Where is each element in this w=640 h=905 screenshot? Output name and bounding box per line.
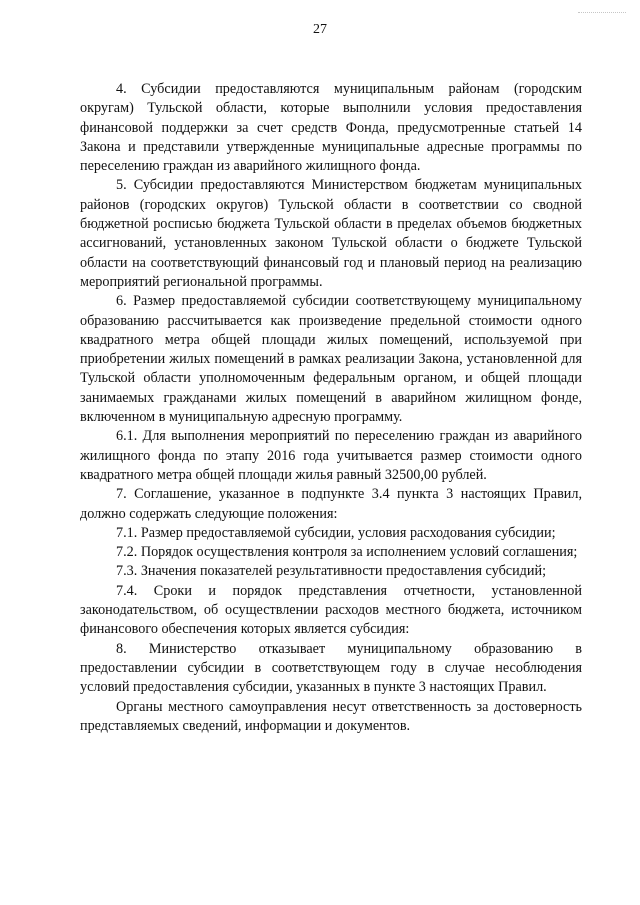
scan-artifact bbox=[578, 12, 626, 21]
paragraph-responsibility: Органы местного самоуправления несут ответственность за достоверность представляемых сведений, информации и документов. bbox=[80, 698, 582, 734]
paragraph-7-2: 7.2. Порядок осуществления контроля за исполнением условий соглашения; bbox=[116, 544, 578, 561]
paragraph-6: 6. Размер предоставляемой субсидии соответствующему муниципальному образованию рассчитывается как произведение предельной стоимости одного квадратного метра общей площади жилых помещений, используемой при приобретении жилых помещений в рамках реализации Закона, установленной для Тульской области уполномоченным федеральным органом, и общей площади занимаемых гражданами жилых помещений в аварийном жилищном фонде, включенном в муниципальную адресную программу. bbox=[80, 293, 582, 426]
paragraph-7-3: 7.3. Значения показателей результативности предоставления субсидий; bbox=[116, 563, 547, 580]
document-body bbox=[80, 80, 582, 736]
page-number: 27 bbox=[313, 22, 327, 37]
paragraph-7-4: 7.4. Сроки и порядок представления отчетности, установленной законодательством, об осуществлении расходов местного бюджета, источником финансового обеспечения которых является субсидия: bbox=[80, 582, 582, 638]
paragraph-5: 5. Субсидии предоставляются Министерством бюджетам муниципальных районов (городских округов) Тульской области в соответствии со сводной бюджетной росписью бюджета Тульской области в пределах объемов бюджетных ассигнований, установленных законом Тульской области о бюджете Тульской области на соответствующий финансовый год и плановый период на реализацию мероприятий региональной программы. bbox=[80, 177, 582, 290]
paragraph-6-1: 6.1. Для выполнения мероприятий по переселению граждан из аварийного жилищного фонда по этапу 2016 года учитывается размер стоимости одного квадратного метра общей площади жилья равный 32500,00 рублей. bbox=[80, 428, 582, 483]
paragraph-7-1: 7.1. Размер предоставляемой субсидии, условия расходования субсидии; bbox=[116, 524, 556, 541]
paragraph-4: 4. Субсидии предоставляются муниципальным районам (городским округам) Тульской области, которые выполнили условия предоставления финансовой поддержки за счет средств Фонда, предусмотренные статьей 14 Закона и представили утвержденные муниципальные адресные программы по переселению граждан из аварийного жилищного фонда. bbox=[80, 81, 582, 175]
paragraph-8: 8. Министерство отказывает муниципальному образованию в предоставлении субсидии в соответствующем году в случае несоблюдения условий предоставления субсидии, указанных в пункте 3 настоящих Правил. bbox=[80, 640, 582, 696]
paragraph-7: 7. Соглашение, указанное в подпункте 3.4 пункта 3 настоящих Правил, должно содержать следующие положения: bbox=[80, 486, 582, 522]
